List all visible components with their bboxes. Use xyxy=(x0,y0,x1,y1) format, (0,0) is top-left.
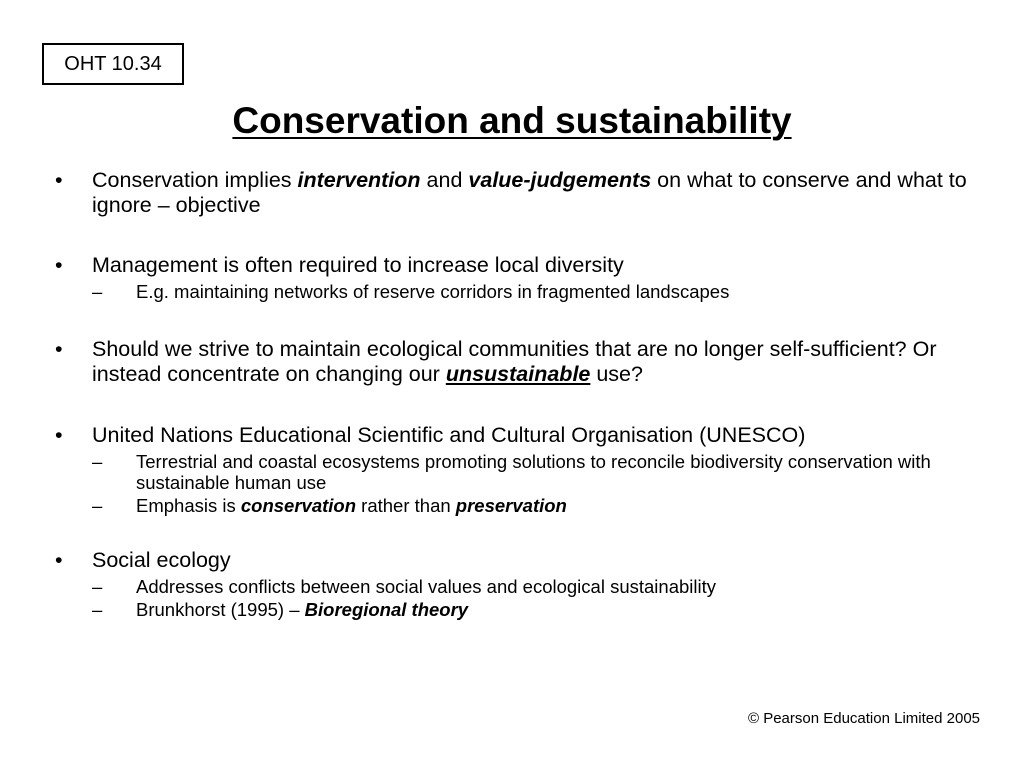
sub-mark: – xyxy=(92,599,103,620)
bullet-text: Should we strive to maintain ecological communities that are no longer self-sufficient? Or instead concentrate on changing our xyxy=(92,337,937,386)
emphasis-unsustainable: unsustainable xyxy=(445,362,591,386)
bullet-conservation-implies xyxy=(55,168,975,218)
bullet-mark: • xyxy=(55,423,63,447)
sub-list xyxy=(55,576,975,620)
bullet-mark: • xyxy=(55,168,63,192)
bullet-mark: • xyxy=(55,337,63,361)
sub-list xyxy=(55,281,975,302)
sub-item-ecosystems xyxy=(92,451,975,493)
sub-item-conflicts xyxy=(92,576,975,597)
bullet-should-we-strive xyxy=(55,337,975,387)
emphasis-intervention: intervention xyxy=(297,168,421,192)
emphasis-preservation: preservation xyxy=(455,495,567,516)
sub-mark: – xyxy=(92,576,103,597)
bullet-social-ecology xyxy=(55,548,975,573)
sub-text: rather than xyxy=(356,495,456,516)
sub-list xyxy=(55,451,975,516)
bullet-text: United Nations Educational Scientific and Cultural Organisation (UNESCO) xyxy=(92,423,806,447)
bullet-unesco xyxy=(55,423,975,448)
sub-text: Emphasis is xyxy=(136,495,241,516)
bullet-text: on what to conserve and what to ignore – objective xyxy=(92,168,967,217)
emphasis-value-judgements: value-judgements xyxy=(468,168,652,192)
bullet-management xyxy=(55,253,975,278)
copyright-footer: © Pearson Education Limited 2005 xyxy=(747,710,980,727)
emphasis-bioregional-theory: Bioregional theory xyxy=(304,599,469,620)
sub-mark: – xyxy=(92,281,103,302)
sub-mark: – xyxy=(92,451,103,472)
slide-code-badge: OHT 10.34 xyxy=(42,43,184,85)
sub-text: Terrestrial and coastal ecosystems promoting solutions to reconcile biodiversity conservation with sustainable human use xyxy=(136,451,931,493)
sub-text: Addresses conflicts between social values and ecological sustainability xyxy=(136,576,716,597)
sub-mark: – xyxy=(92,495,103,516)
bullet-text: and xyxy=(420,168,469,192)
slide-title: Conservation and sustainability xyxy=(232,100,792,141)
sub-text: E.g. maintaining networks of reserve corridors in fragmented landscapes xyxy=(136,281,730,302)
bullet-text: Social ecology xyxy=(92,548,231,572)
bullet-mark: • xyxy=(55,548,63,572)
bullet-text: use? xyxy=(590,362,643,386)
slide-content xyxy=(55,168,975,622)
sub-item-brunkhorst xyxy=(92,599,975,620)
bullet-mark: • xyxy=(55,253,63,277)
bullet-text: Management is often required to increase local diversity xyxy=(92,253,624,277)
bullet-text: Conservation implies xyxy=(92,168,298,192)
sub-item-emphasis xyxy=(92,495,975,516)
sub-text: Brunkhorst (1995) – xyxy=(136,599,305,620)
emphasis-conservation: conservation xyxy=(240,495,357,516)
sub-item-reserve-corridors xyxy=(92,281,975,302)
